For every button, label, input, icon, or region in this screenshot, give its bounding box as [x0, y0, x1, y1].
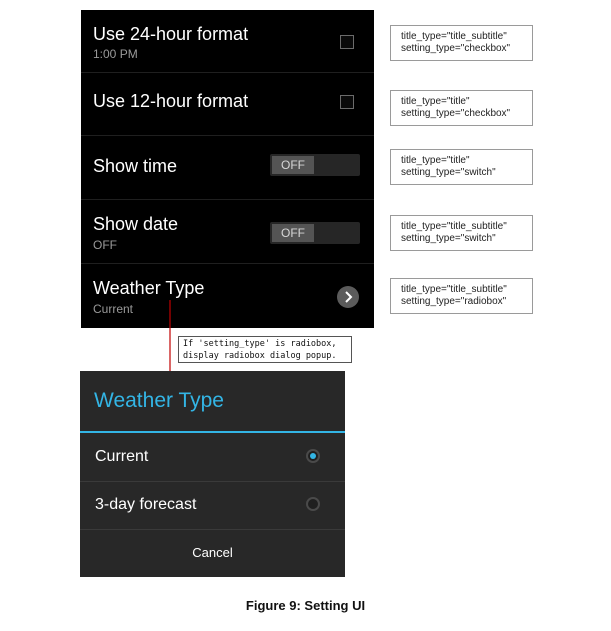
annotation-title-type: title_type="title"	[401, 96, 470, 107]
switch-show-time[interactable]	[270, 154, 360, 176]
annotation-box	[390, 149, 533, 185]
option-label: Current	[95, 448, 149, 465]
setting-title: Weather Type	[93, 278, 205, 298]
setting-row-show-date[interactable]	[81, 201, 374, 264]
annotation-title-type: title_type="title_subtitle"	[401, 221, 507, 232]
dialog-divider	[80, 431, 345, 433]
setting-row-12-hour[interactable]	[81, 73, 374, 136]
annotation-setting-type: setting_type="radiobox"	[401, 296, 507, 307]
dialog-option-current[interactable]	[80, 434, 345, 482]
setting-title: Use 24-hour format	[93, 24, 249, 44]
setting-subtitle: Current	[93, 302, 134, 316]
annotation-setting-type: setting_type="switch"	[401, 167, 496, 178]
annotation-box	[390, 25, 533, 61]
callout-note	[178, 336, 352, 363]
annotation-title-type: title_type="title"	[401, 155, 470, 166]
settings-screen	[81, 10, 374, 328]
setting-subtitle: 1:00 PM	[93, 47, 138, 61]
annotation-box	[390, 215, 533, 251]
weather-type-dialog	[80, 371, 345, 577]
cancel-button[interactable]: Cancel	[192, 545, 233, 560]
callout-line: If 'setting_type' is radiobox,	[183, 339, 337, 349]
radio-forecast[interactable]	[306, 497, 320, 511]
annotation-box	[390, 90, 533, 126]
setting-row-weather-type[interactable]	[81, 265, 374, 328]
annotation-setting-type: setting_type="checkbox"	[401, 108, 511, 119]
figure-caption: Figure 9: Setting UI	[245, 598, 366, 613]
checkbox-24-hour[interactable]	[340, 35, 354, 49]
setting-title: Show time	[93, 156, 178, 176]
setting-row-24-hour[interactable]	[81, 10, 374, 73]
setting-title: Show date	[93, 214, 179, 234]
annotation-setting-type: setting_type="switch"	[401, 233, 496, 244]
checkbox-12-hour[interactable]	[340, 95, 354, 109]
setting-title: Use 12-hour format	[93, 91, 249, 111]
dialog-title: Weather Type	[94, 389, 224, 412]
callout-line: display radiobox dialog popup.	[183, 351, 337, 361]
dialog-option-forecast[interactable]	[80, 482, 345, 530]
switch-label: OFF	[272, 224, 314, 242]
setting-row-show-time[interactable]	[81, 137, 374, 200]
option-label: 3-day forecast	[95, 496, 197, 513]
annotation-setting-type: setting_type="checkbox"	[401, 43, 511, 54]
setting-subtitle: OFF	[93, 238, 117, 252]
annotation-title-type: title_type="title_subtitle"	[401, 31, 507, 42]
switch-label: OFF	[272, 156, 314, 174]
chevron-right-icon[interactable]	[337, 286, 359, 308]
annotation-title-type: title_type="title_subtitle"	[401, 284, 507, 295]
switch-show-date[interactable]	[270, 222, 360, 244]
annotation-box	[390, 278, 533, 314]
radio-current[interactable]	[306, 449, 320, 463]
